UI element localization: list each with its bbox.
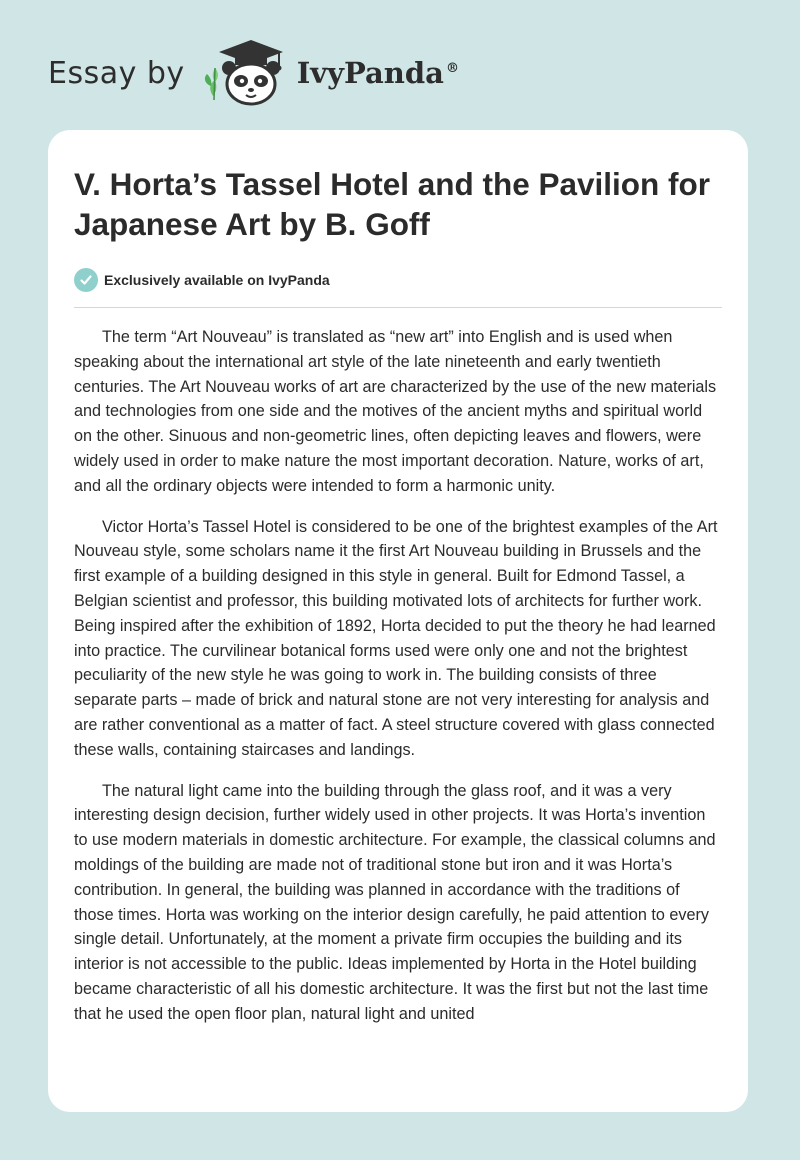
paragraph: Victor Horta’s Tassel Hotel is considered to be one of the brightest examples of the Art Nouveau style, some scholars name it the first Art Nouveau building in Brussels and the first example of a building designed in this style in general. Built for Edmond Tassel, a Belgian scientist and professor, this building motivated lots of architects for further work. Being inspired after the exhibition of 1892, Horta decided to put the theory he had learned into practice. The curvilinear botanical forms used were only one and not the brightest peculiarity of the new style he was going to work in. The building consists of three separate parts – made of brick and natural stone are not very interesting for analysis and are rather conventional as a matter of fact. A steel structure covered with glass connected these walls, containing staircases and landings. — [74, 517, 718, 759]
paragraph: The natural light came into the building through the glass roof, and it was a very interesting design decision, further widely used in other projects. It was Horta’s invention to use modern materials in domestic architecture. For example, the classical columns and moldings of the building are made not of traditional stone but iron and it was Horta’s contribution. In general, the building was planned in accordance with the traditions of those times. Horta was working on the interior design carefully, he paid attention to every single detail. Unfortunately, at the moment a private firm occupies the building and its interior is not accessible to the public. Ideas implemented by Horta in the Hotel building became characteristic of all his domestic architecture. It was the first but not the last time that he used the open floor plan, natural light and united — [74, 781, 716, 1023]
check-icon — [74, 268, 98, 292]
panda-graduate-icon — [199, 38, 291, 108]
paragraph: The term “Art Nouveau” is translated as “new art” into English and is used when speaking about the international art style of the late nineteenth and early twentieth centuries. The Art Nouveau works of art are characterized by the use of the new materials and technologies from one side and the motives of the ancient myths and spiritual world on the other. Sinuous and non-geometric lines, often depicting leaves and flowers, were widely used in order to make nature the most important decoration. Nature, works of art, and all the ordinary objects were intended to form a harmonic unity. — [74, 328, 717, 495]
brand-header[interactable] — [48, 38, 459, 108]
essay-body — [74, 325, 722, 1027]
divider — [74, 307, 722, 308]
exclusive-badge — [74, 268, 722, 292]
brand-name: IvyPanda ® — [296, 56, 459, 90]
exclusive-badge-label: Exclusively available on IvyPanda — [104, 272, 330, 288]
essay-card — [48, 130, 748, 1112]
essay-by-label: Essay by — [48, 55, 185, 91]
essay-title: V. Horta’s Tassel Hotel and the Pavilion for Japanese Art by B. Goff — [74, 166, 710, 242]
